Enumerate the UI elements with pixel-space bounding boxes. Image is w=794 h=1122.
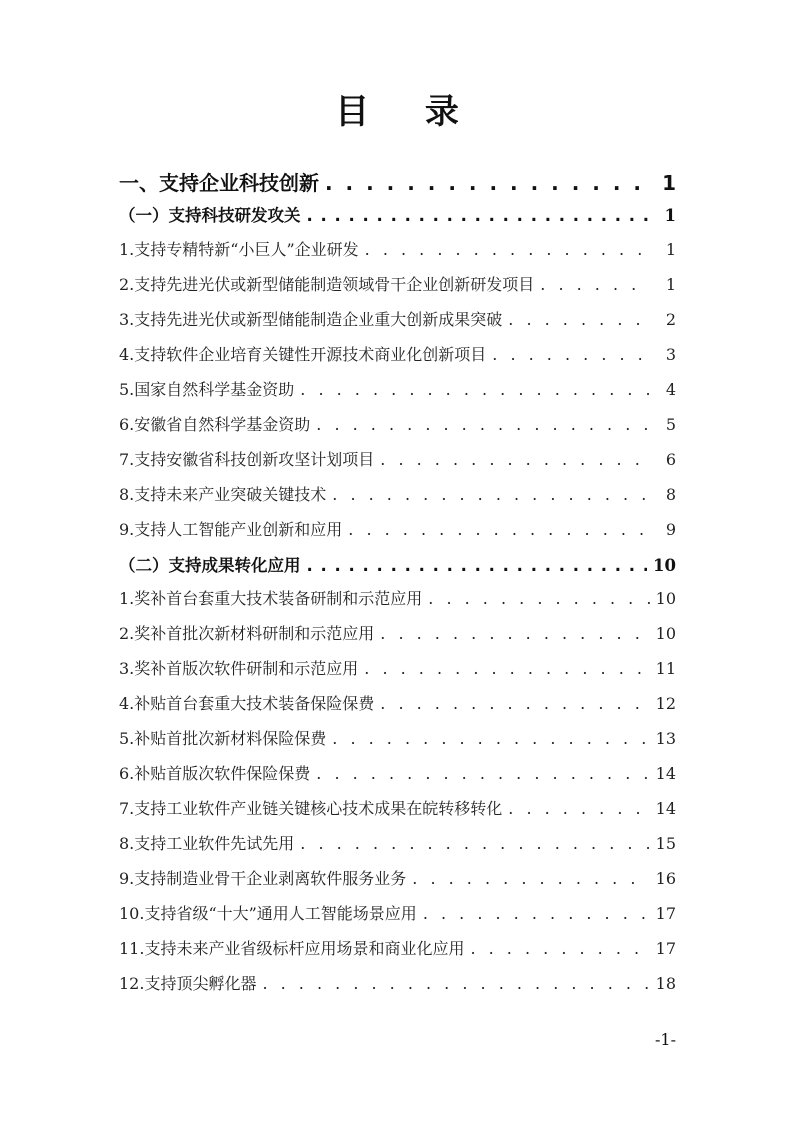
toc-dot-leader xyxy=(332,485,650,504)
toc-dot-leader xyxy=(307,206,651,225)
toc-entry[interactable] xyxy=(119,691,676,714)
toc-dot-leader xyxy=(300,380,650,399)
toc-entry-page-number: 6 xyxy=(665,450,676,469)
toc-entry[interactable] xyxy=(119,656,676,679)
toc-entry[interactable] xyxy=(119,586,676,609)
toc-entry[interactable] xyxy=(119,726,676,749)
toc-entry[interactable] xyxy=(119,482,676,505)
toc-entry-title: （二）支持成果转化应用 xyxy=(119,556,301,575)
toc-dot-leader xyxy=(307,556,648,575)
toc-entry-title: 4.补贴首台套重大技术装备保险保费 xyxy=(119,694,375,713)
toc-entry-title: 10.支持省级“十大”通用人工智能场景应用 xyxy=(119,904,417,923)
toc-entry-title: 一、支持企业科技创新 xyxy=(119,171,319,195)
toc-entry-page-number: 15 xyxy=(655,834,676,853)
toc-entry-title: 2.支持先进光伏或新型储能制造领域骨干企业创新研发项目 xyxy=(119,275,535,294)
toc-entry-page-number: 2 xyxy=(665,310,676,329)
toc-entry-title: 5.补贴首批次新材料保险保费 xyxy=(119,729,327,748)
toc-entry-page-number: 13 xyxy=(655,729,676,748)
toc-dot-leader xyxy=(412,869,649,888)
toc-entry-title: 4.支持软件企业培育关键性开源技术商业化创新项目 xyxy=(119,345,487,364)
toc-entry[interactable] xyxy=(119,936,676,959)
toc-entry-page-number: 10 xyxy=(655,589,676,608)
toc-entry[interactable] xyxy=(119,866,676,889)
toc-entry[interactable] xyxy=(119,971,676,994)
toc-entry-page-number: 17 xyxy=(655,904,676,923)
toc-entry-page-number: 8 xyxy=(665,485,676,504)
toc-entry-page-number: 18 xyxy=(655,974,676,993)
toc-entry[interactable] xyxy=(119,167,676,196)
toc-entry-page-number: 9 xyxy=(665,520,676,539)
toc-dot-leader xyxy=(262,974,649,993)
toc-entry-title: 9.支持人工智能产业创新和应用 xyxy=(119,520,343,539)
toc-entry-page-number: 1 xyxy=(665,240,676,259)
toc-entry-page-number: 12 xyxy=(655,694,676,713)
toc-entry-title: 2.奖补首批次新材料研制和示范应用 xyxy=(119,624,375,643)
toc-entry-title: 3.支持先进光伏或新型储能制造企业重大创新成果突破 xyxy=(119,310,503,329)
toc-entry[interactable] xyxy=(119,796,676,819)
toc-dot-leader xyxy=(380,450,650,469)
toc-dot-leader xyxy=(316,764,649,783)
toc-dot-leader xyxy=(380,694,649,713)
toc-entry[interactable] xyxy=(119,307,676,330)
toc-entry-page-number: 1 xyxy=(664,206,676,225)
toc-dot-leader xyxy=(380,624,649,643)
toc-dot-leader xyxy=(365,240,650,259)
toc-entry-title: 7.支持工业软件产业链关键核心技术成果在皖转移转化 xyxy=(119,799,503,818)
toc-dot-leader xyxy=(540,275,650,294)
toc-entry-title: 6.补贴首版次软件保险保费 xyxy=(119,764,311,783)
toc-dot-leader xyxy=(428,589,649,608)
toc-entry[interactable] xyxy=(119,272,676,295)
page-number: -1- xyxy=(655,1030,676,1049)
toc-entry-title: 6.安徽省自然科学基金资助 xyxy=(119,415,311,434)
toc-dot-leader xyxy=(492,345,650,364)
toc-entry-page-number: 17 xyxy=(655,939,676,958)
toc-entry[interactable] xyxy=(119,202,676,226)
toc-entry-title: 12.支持顶尖孵化器 xyxy=(119,974,257,993)
toc-entry[interactable] xyxy=(119,901,676,924)
toc-entry-page-number: 10 xyxy=(655,624,676,643)
toc-entry-page-number: 3 xyxy=(665,345,676,364)
toc-entry-page-number: 10 xyxy=(653,556,676,575)
toc-entry-title: 8.支持未来产业突破关键技术 xyxy=(119,485,327,504)
toc-entry-title: 1.支持专精特新“小巨人”企业研发 xyxy=(119,240,359,259)
toc-dot-leader xyxy=(348,520,650,539)
toc-dot-leader xyxy=(508,799,649,818)
toc-entry-page-number: 1 xyxy=(665,275,676,294)
toc-entry[interactable] xyxy=(119,831,676,854)
toc-dot-leader xyxy=(316,415,650,434)
toc-entry-page-number: 14 xyxy=(655,799,676,818)
toc-entry[interactable] xyxy=(119,237,676,260)
toc-dot-leader xyxy=(364,659,649,678)
toc-entry-page-number: 14 xyxy=(655,764,676,783)
toc-dot-leader xyxy=(508,310,650,329)
toc-entry[interactable] xyxy=(119,621,676,644)
toc-entry-page-number: 16 xyxy=(655,869,676,888)
toc-entry-title: 7.支持安徽省科技创新攻坚计划项目 xyxy=(119,450,375,469)
toc-entry-title: 9.支持制造业骨干企业剥离软件服务业务 xyxy=(119,869,407,888)
toc-entry-title: （一）支持科技研发攻关 xyxy=(119,206,301,225)
toc-entry[interactable] xyxy=(119,447,676,470)
toc-entry[interactable] xyxy=(119,517,676,540)
toc-entry-title: 1.奖补首台套重大技术装备研制和示范应用 xyxy=(119,589,423,608)
toc-entry-title: 5.国家自然科学基金资助 xyxy=(119,380,295,399)
toc-entry-title: 11.支持未来产业省级标杆应用场景和商业化应用 xyxy=(119,939,465,958)
toc-dot-leader xyxy=(325,171,650,195)
toc-entry-page-number: 4 xyxy=(665,380,676,399)
toc-entry[interactable] xyxy=(119,552,676,576)
toc-entry-page-number: 11 xyxy=(655,659,676,678)
toc-entry-page-number: 5 xyxy=(665,415,676,434)
toc-entry[interactable] xyxy=(119,761,676,784)
toc-entry-page-number: 1 xyxy=(662,171,676,195)
toc-entry[interactable] xyxy=(119,412,676,435)
page-title: 目 录 xyxy=(335,92,481,132)
toc-dot-leader xyxy=(300,834,649,853)
toc-dot-leader xyxy=(423,904,650,923)
toc-entry[interactable] xyxy=(119,377,676,400)
toc-dot-leader xyxy=(332,729,649,748)
toc-entry-title: 3.奖补首版次软件研制和示范应用 xyxy=(119,659,359,678)
toc-entry[interactable] xyxy=(119,342,676,365)
toc-dot-leader xyxy=(470,939,649,958)
toc-entry-title: 8.支持工业软件先试先用 xyxy=(119,834,295,853)
